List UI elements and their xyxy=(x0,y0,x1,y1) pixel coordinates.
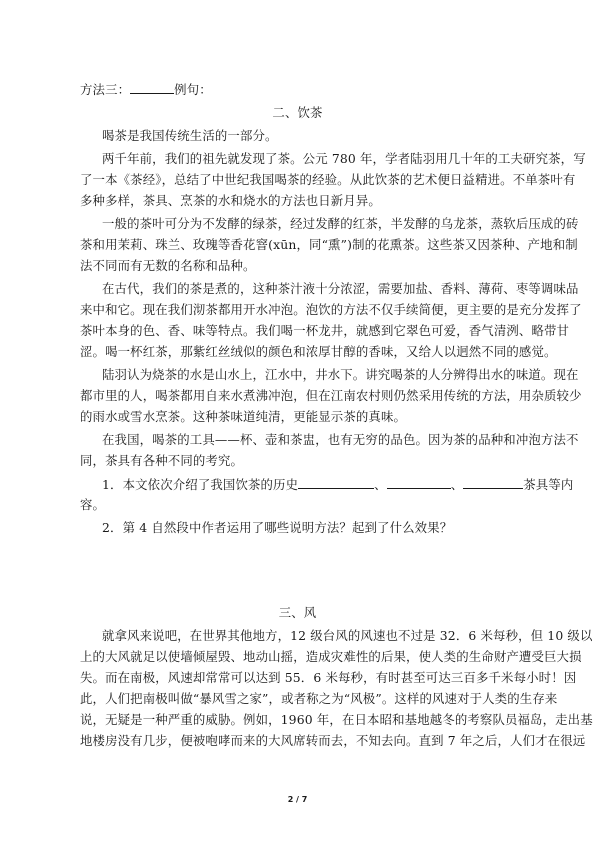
s3-line3: 失。而在南极，风速却常常可以达到 55．6 米每秒，有时甚至可达三百多千米每小时！因 xyxy=(80,670,577,685)
q1-blank-3[interactable] xyxy=(463,476,523,489)
s2-p5-line2: 都市里的人，喝茶都用自来水煮沸冲泡，但在江南农村则仍然采用传统的方法，用杂质较少 xyxy=(80,388,582,403)
s3-line2: 上的大风就足以使墙倾屋毁、地动山摇，造成灾难性的后果，使人类的生命财产遭受巨大损 xyxy=(80,649,582,664)
s2-p5-line1: 陆羽认为烧茶的水是山水上，江水中，井水下。讲究喝茶的人分辨得出水的味道。现在 xyxy=(102,367,579,382)
s2-p4-line3: 茶叶本身的色、香、味等特点。我们喝一杯龙井，就感到它翠色可爱，香气清洌、略带甘 xyxy=(80,323,570,338)
s2-p2-line1: 两千年前，我们的祖先就发现了茶。公元 780 年，学者陆羽用几十年的工夫研究茶，写 xyxy=(102,151,586,166)
s2-p6-line1: 在我国，喝茶的工具——杯、壶和茶盅，也有无穷的品色。因为茶的品种和冲泡方法不 xyxy=(102,432,579,447)
s2-p3-line3: 法不同而有无数的名称和品种。 xyxy=(80,258,256,273)
q1-blank-2[interactable] xyxy=(387,476,451,489)
s2-p5-line3: 的雨水或雪水烹茶。这种茶味道纯清，更能显示茶的真味。 xyxy=(80,409,407,424)
method3-label: 方法三： xyxy=(80,82,131,97)
s2-p6-line2: 同，茶具有各种不同的考究。 xyxy=(80,453,244,468)
method3-suffix: 例句： xyxy=(174,82,212,97)
s2-p4-line1: 在古代，我们的茶是煮的，这种茶汁液十分浓涩，需要加盐、香料、薄荷、枣等调味品 xyxy=(102,281,579,296)
question-1-cont: 容。 xyxy=(80,497,106,512)
s3-line1: 就拿风来说吧，在世界其他地方，12 级台风的风速也不过是 32．6 米每秒，但 10 级以 xyxy=(102,628,593,643)
method3-blank[interactable] xyxy=(130,81,174,94)
method3-line xyxy=(80,81,520,98)
section3-title: 三、风 xyxy=(278,605,317,620)
s3-line6: 地楼房没有几步，便被咆哮而来的大风席转而去，不知去向。直到 7 年之后，人们才在很远 xyxy=(80,733,586,748)
s2-p4-line2: 来中和它。现在我们沏茶都用开水冲泡。泡饮的方法不仅手续简便，更主要的是充分发挥了 xyxy=(80,302,582,317)
s3-line5: 说，无疑是一种严重的威胁。例如，1960 年，在日本昭和基地越冬的考察队员福岛，走出基 xyxy=(80,712,593,727)
section2-title: 二、饮茶 xyxy=(272,105,323,120)
q1-sep-2: 、 xyxy=(450,477,464,492)
s2-p1-line1: 喝茶是我国传统生活的一部分。 xyxy=(102,128,278,143)
q1-sep-1: 、 xyxy=(374,477,387,492)
s2-p2-line3: 多种多样，茶具、烹茶的水和烧水的方法也日新月异。 xyxy=(80,193,381,208)
s2-p4-line4: 涩。喝一杯红茶，那紫红丝绒似的颜色和浓厚甘醇的香味，又给人以迥然不同的感觉。 xyxy=(80,344,557,359)
s3-line4: 此，人们把南极叫做“暴风雪之家”，或者称之为“风极”。这样的风速对于人类的生存来 xyxy=(80,691,558,706)
q1-suffix: 茶具等内 xyxy=(523,477,574,492)
question-1 xyxy=(102,476,574,493)
q1-prefix: 1．本文依次介绍了我国饮茶的历史 xyxy=(102,477,299,492)
s2-p3-line1: 一般的茶叶可分为不发酵的绿茶，经过发酵的红茶，半发酵的乌龙茶，蒸软后压成的砖 xyxy=(102,216,579,231)
page-number: 2 / 7 xyxy=(287,795,308,804)
q1-blank-1[interactable] xyxy=(298,476,374,489)
question-2: 2．第 4 自然段中作者运用了哪些说明方法？起到了什么效果？ xyxy=(102,520,453,535)
s2-p2-line2: 了一本《茶经》，总结了中世纪我国喝茶的经验。从此饮茶的艺术便日益精进。不单茶叶有 xyxy=(80,172,576,187)
s2-p3-line2: 茶和用茉莉、珠兰、玫瑰等香花窨(xūn，同“熏”)制的花熏茶。这些茶又因茶种、产地和制 xyxy=(80,237,578,252)
